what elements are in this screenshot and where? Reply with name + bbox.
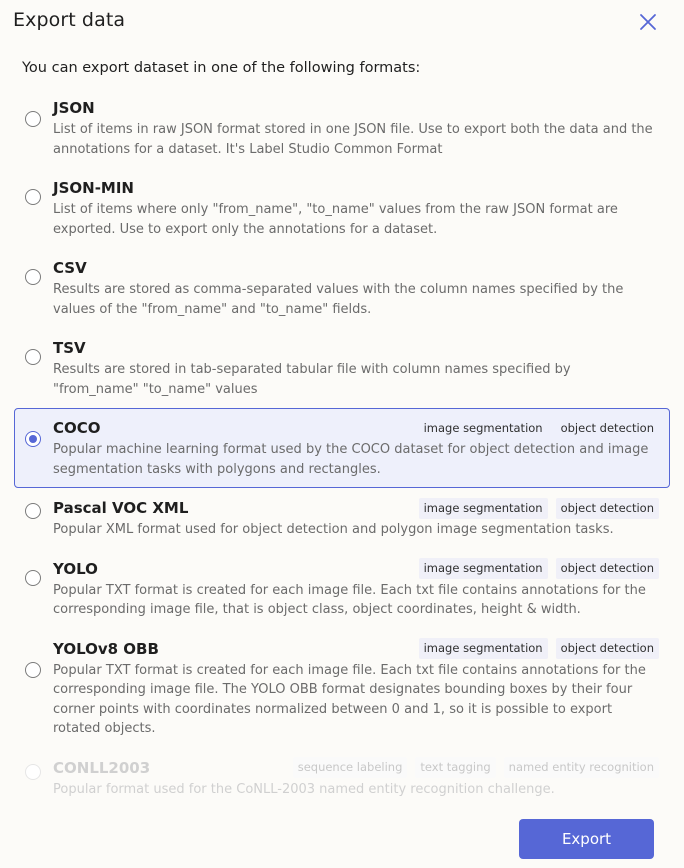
format-option-pascal-voc-xml[interactable] <box>14 488 670 549</box>
tag: image segmentation <box>419 558 548 579</box>
radio-button[interactable] <box>25 349 41 365</box>
close-icon[interactable] <box>636 10 660 34</box>
format-title: Pascal VOC XML <box>53 499 189 517</box>
radio-button[interactable] <box>25 431 41 447</box>
format-tags <box>419 558 659 579</box>
format-option-csv[interactable] <box>14 248 670 328</box>
tag: named entity recognition <box>504 757 659 778</box>
tag: object detection <box>556 498 659 519</box>
radio-button[interactable] <box>25 503 41 519</box>
format-title: COCO <box>53 419 101 437</box>
format-tags <box>419 498 659 519</box>
tag: object detection <box>556 638 659 659</box>
format-option-json-min[interactable] <box>14 168 670 248</box>
dialog-header <box>0 0 684 44</box>
tag: text tagging <box>415 757 495 778</box>
format-description: Results are stored in tab-separated tabular file with column names specified by "from_name" "to_name" values <box>53 362 571 397</box>
intro-text: You can export dataset in one of the following formats: <box>22 60 421 76</box>
format-description: Popular XML format used for object detection and polygon image segmentation tasks. <box>53 522 614 537</box>
format-header <box>53 638 659 660</box>
format-header <box>53 337 659 359</box>
format-tags <box>293 757 659 778</box>
format-option-coco[interactable] <box>14 408 670 488</box>
format-tags <box>419 418 659 439</box>
format-header <box>53 757 659 779</box>
format-option-yolov8-obb[interactable] <box>14 629 670 748</box>
tag: object detection <box>560 420 654 435</box>
tag: object detection <box>556 558 659 579</box>
tag: sequence labeling <box>293 757 408 778</box>
radio-button[interactable] <box>25 570 41 586</box>
format-option-conll2003 <box>14 748 670 809</box>
format-option-yolo[interactable] <box>14 549 670 629</box>
radio-button[interactable] <box>25 111 41 127</box>
format-description: Popular TXT format is created for each image file. Each txt file contains annotations for the corresponding image file. The YOLO OBB format designates bounding boxes by their four corner points with coordinates normalized between 0 and 1, so it is possible to export rotated objects. <box>53 662 646 736</box>
format-description: List of items where only "from_name", "to_name" values from the raw JSON format are exported. Use to export only the annotations for a dataset. <box>53 202 618 237</box>
format-description: List of items in raw JSON format stored in one JSON file. Use to export both the data and the annotations for a dataset. It's Label Studio Common Format <box>53 122 653 157</box>
format-header <box>53 558 659 580</box>
format-tags <box>419 638 659 659</box>
format-list <box>14 88 670 808</box>
format-description: Popular format used for the CoNLL-2003 named entity recognition challenge. <box>53 781 555 797</box>
format-title: JSON <box>53 99 95 117</box>
format-header <box>53 177 659 199</box>
radio-button[interactable] <box>25 189 41 205</box>
radio-button <box>25 764 41 780</box>
tag: image segmentation <box>423 420 543 435</box>
tag: image segmentation <box>419 638 548 659</box>
export-button[interactable]: Export <box>519 819 654 859</box>
format-title: JSON-MIN <box>53 179 134 197</box>
format-title: YOLOv8 OBB <box>53 639 159 658</box>
format-title: CSV <box>53 259 87 277</box>
radio-button[interactable] <box>25 662 41 678</box>
dialog-title: Export data <box>13 9 126 31</box>
radio-button[interactable] <box>25 269 41 285</box>
format-option-tsv[interactable] <box>14 328 670 408</box>
format-title: YOLO <box>53 559 98 578</box>
format-header <box>53 97 659 119</box>
format-title: TSV <box>53 339 86 357</box>
format-header <box>53 417 659 439</box>
tag: image segmentation <box>419 498 548 519</box>
format-header <box>53 497 659 519</box>
format-description: Popular machine learning format used by the COCO dataset for object detection and image segmentation tasks with polygons and rectangles. <box>53 442 649 477</box>
format-option-json[interactable] <box>14 88 670 168</box>
format-title: CONLL2003 <box>53 758 151 777</box>
format-description: Results are stored as comma-separated values with the column names specified by the values of the "from_name" and "to_name" fields. <box>53 282 624 317</box>
format-description: Popular TXT format is created for each image file. Each txt file contains annotations for the corresponding image file, that is object class, object coordinates, height & width. <box>53 582 646 617</box>
format-header <box>53 257 659 279</box>
